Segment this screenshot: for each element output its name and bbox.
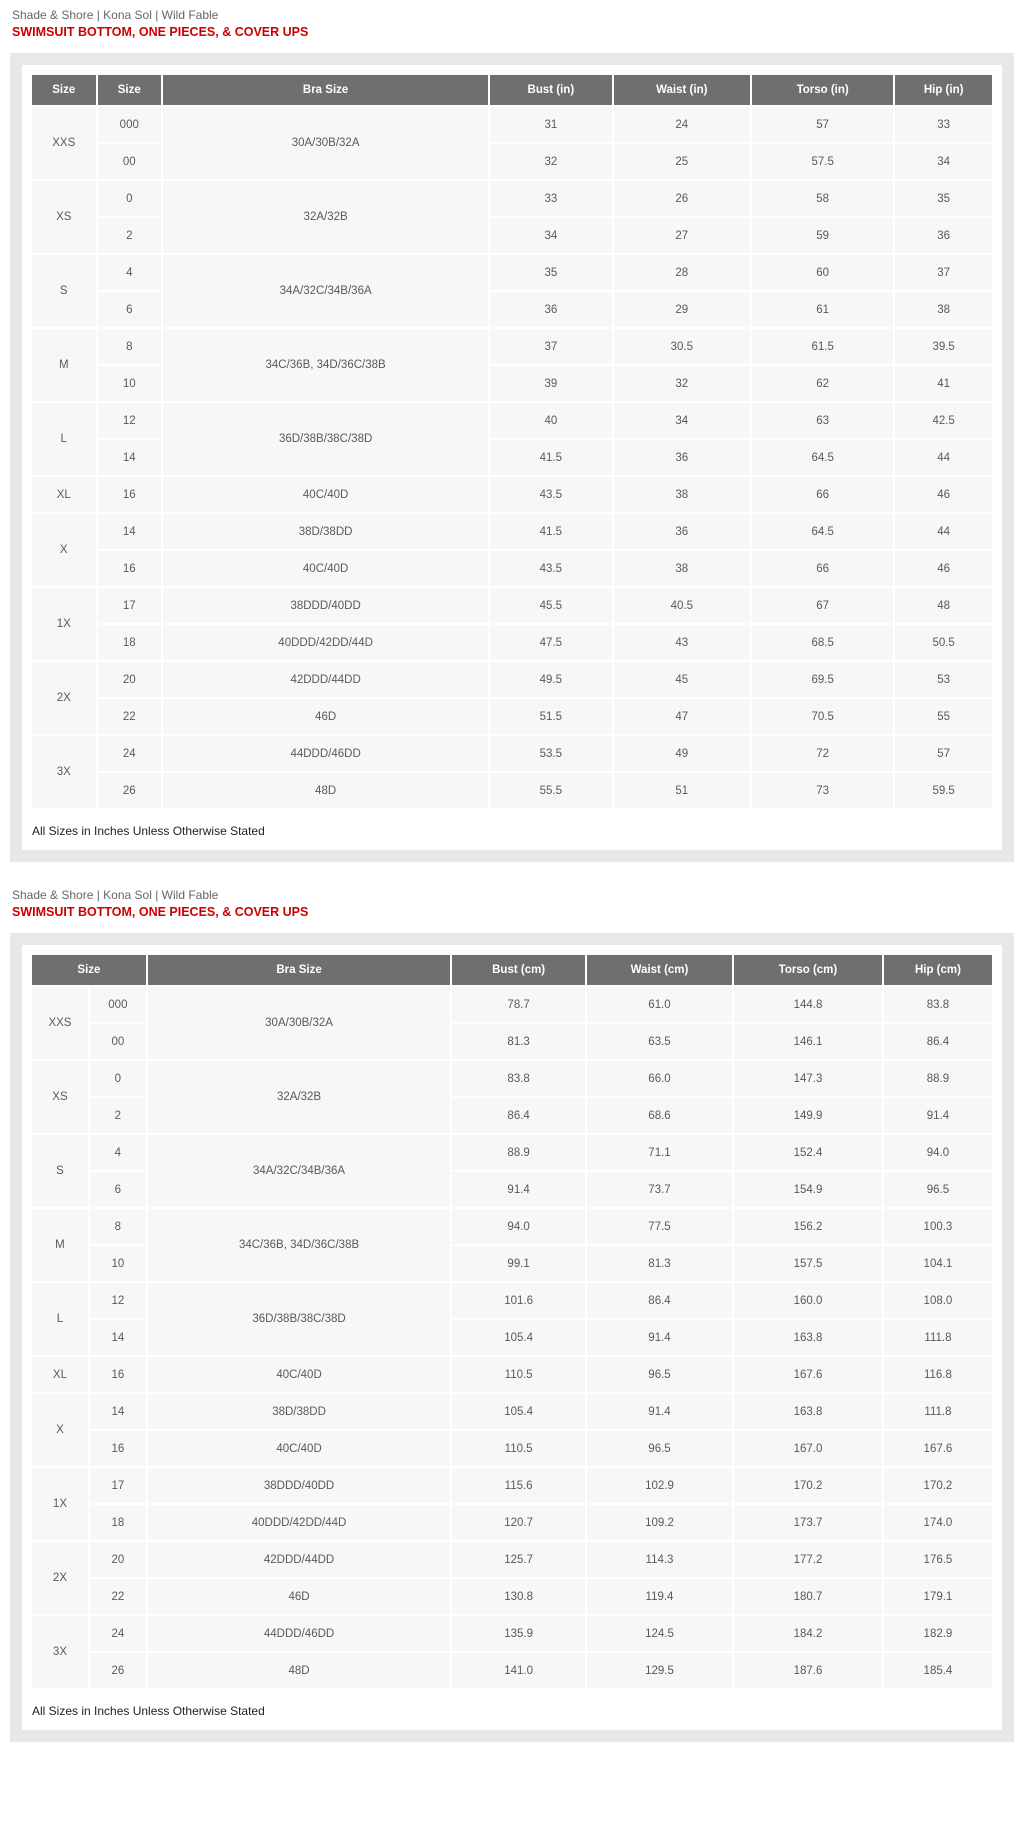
measurement-cell: 38 xyxy=(614,551,751,586)
measurement-cell: 69.5 xyxy=(752,662,893,697)
numeric-size-cell: 20 xyxy=(98,662,162,697)
numeric-size-cell: 16 xyxy=(98,551,162,586)
column-header: Size xyxy=(98,75,162,105)
bra-size-cell: 42DDD/44DD xyxy=(163,662,488,697)
size-group-cell: S xyxy=(32,255,96,327)
measurement-cell: 68.6 xyxy=(587,1098,732,1133)
numeric-size-cell: 14 xyxy=(90,1320,146,1355)
numeric-size-cell: 6 xyxy=(98,292,162,327)
measurement-cell: 72 xyxy=(752,736,893,771)
numeric-size-cell: 24 xyxy=(98,736,162,771)
measurement-cell: 73.7 xyxy=(587,1172,732,1207)
measurement-cell: 59.5 xyxy=(895,773,992,808)
footnote: All Sizes in Inches Unless Otherwise Stated xyxy=(32,1704,265,1718)
table-row xyxy=(32,329,992,364)
measurement-cell: 179.1 xyxy=(884,1579,992,1614)
numeric-size-cell: 24 xyxy=(90,1616,146,1651)
chart-section-inches xyxy=(10,53,1014,862)
numeric-size-cell: 00 xyxy=(90,1024,146,1059)
measurement-cell: 157.5 xyxy=(734,1246,882,1281)
measurement-cell: 24 xyxy=(614,107,751,142)
measurement-cell: 104.1 xyxy=(884,1246,992,1281)
bra-size-cell: 34C/36B, 34D/36C/38B xyxy=(163,329,488,401)
table-row xyxy=(32,551,992,586)
brand-list: Shade & Shore | Kona Sol | Wild Fable xyxy=(12,888,219,902)
measurement-cell: 40 xyxy=(490,403,611,438)
measurement-cell: 78.7 xyxy=(452,987,585,1022)
measurement-cell: 91.4 xyxy=(587,1320,732,1355)
measurement-cell: 60 xyxy=(752,255,893,290)
measurement-cell: 86.4 xyxy=(452,1098,585,1133)
measurement-cell: 33 xyxy=(895,107,992,142)
measurement-cell: 83.8 xyxy=(452,1061,585,1096)
measurement-cell: 88.9 xyxy=(884,1061,992,1096)
column-header: Size xyxy=(32,75,96,105)
measurement-cell: 41 xyxy=(895,366,992,401)
measurement-cell: 99.1 xyxy=(452,1246,585,1281)
size-chart-block-cm xyxy=(10,888,1014,1742)
measurement-cell: 32 xyxy=(614,366,751,401)
table-row xyxy=(32,1468,992,1503)
measurement-cell: 48 xyxy=(895,588,992,623)
bra-size-cell: 32A/32B xyxy=(148,1061,450,1133)
numeric-size-cell: 22 xyxy=(90,1579,146,1614)
bra-size-cell: 38DDD/40DD xyxy=(163,588,488,623)
measurement-cell: 101.6 xyxy=(452,1283,585,1318)
measurement-cell: 160.0 xyxy=(734,1283,882,1318)
measurement-cell: 66 xyxy=(752,551,893,586)
measurement-cell: 71.1 xyxy=(587,1135,732,1170)
measurement-cell: 27 xyxy=(614,218,751,253)
measurement-cell: 57 xyxy=(752,107,893,142)
measurement-cell: 36 xyxy=(614,514,751,549)
measurement-cell: 33 xyxy=(490,181,611,216)
bra-size-cell: 38D/38DD xyxy=(163,514,488,549)
measurement-cell: 38 xyxy=(895,292,992,327)
measurement-cell: 40.5 xyxy=(614,588,751,623)
measurement-cell: 163.8 xyxy=(734,1394,882,1429)
measurement-cell: 146.1 xyxy=(734,1024,882,1059)
size-group-cell: XL xyxy=(32,1357,88,1392)
measurement-cell: 167.6 xyxy=(734,1357,882,1392)
numeric-size-cell: 20 xyxy=(90,1542,146,1577)
table-row xyxy=(32,107,992,142)
table-row xyxy=(32,662,992,697)
measurement-cell: 152.4 xyxy=(734,1135,882,1170)
bra-size-cell: 42DDD/44DD xyxy=(148,1542,450,1577)
table-row xyxy=(32,1357,992,1392)
column-header: Waist (in) xyxy=(614,75,751,105)
size-group-cell: XXS xyxy=(32,987,88,1059)
measurement-cell: 105.4 xyxy=(452,1320,585,1355)
size-group-cell: XL xyxy=(32,477,96,512)
measurement-cell: 94.0 xyxy=(884,1135,992,1170)
measurement-cell: 91.4 xyxy=(884,1098,992,1133)
table-row xyxy=(32,1653,992,1688)
measurement-cell: 51.5 xyxy=(490,699,611,734)
size-group-cell: 2X xyxy=(32,662,96,734)
measurement-cell: 184.2 xyxy=(734,1616,882,1651)
numeric-size-cell: 000 xyxy=(90,987,146,1022)
measurement-cell: 46 xyxy=(895,477,992,512)
measurement-cell: 105.4 xyxy=(452,1394,585,1429)
table-row xyxy=(32,1616,992,1651)
numeric-size-cell: 6 xyxy=(90,1172,146,1207)
measurement-cell: 88.9 xyxy=(452,1135,585,1170)
measurement-cell: 187.6 xyxy=(734,1653,882,1688)
measurement-cell: 96.5 xyxy=(587,1357,732,1392)
bra-size-cell: 32A/32B xyxy=(163,181,488,253)
bra-size-cell: 40C/40D xyxy=(163,477,488,512)
bra-size-cell: 40DDD/42DD/44D xyxy=(148,1505,450,1540)
measurement-cell: 63.5 xyxy=(587,1024,732,1059)
bra-size-cell: 40C/40D xyxy=(148,1357,450,1392)
size-group-cell: 1X xyxy=(32,588,96,660)
measurement-cell: 35 xyxy=(490,255,611,290)
size-group-cell: XS xyxy=(32,181,96,253)
table-row xyxy=(32,1394,992,1429)
measurement-cell: 66.0 xyxy=(587,1061,732,1096)
measurement-cell: 109.2 xyxy=(587,1505,732,1540)
bra-size-cell: 38D/38DD xyxy=(148,1394,450,1429)
measurement-cell: 67 xyxy=(752,588,893,623)
numeric-size-cell: 22 xyxy=(98,699,162,734)
measurement-cell: 49 xyxy=(614,736,751,771)
measurement-cell: 50.5 xyxy=(895,625,992,660)
numeric-size-cell: 000 xyxy=(98,107,162,142)
size-group-cell: X xyxy=(32,514,96,586)
bra-size-cell: 34A/32C/34B/36A xyxy=(148,1135,450,1207)
measurement-cell: 129.5 xyxy=(587,1653,732,1688)
measurement-cell: 83.8 xyxy=(884,987,992,1022)
measurement-cell: 43.5 xyxy=(490,477,611,512)
measurement-cell: 29 xyxy=(614,292,751,327)
numeric-size-cell: 4 xyxy=(98,255,162,290)
table-row xyxy=(32,773,992,808)
size-group-cell: 1X xyxy=(32,1468,88,1540)
measurement-cell: 167.0 xyxy=(734,1431,882,1466)
measurement-cell: 70.5 xyxy=(752,699,893,734)
numeric-size-cell: 26 xyxy=(90,1653,146,1688)
numeric-size-cell: 4 xyxy=(90,1135,146,1170)
measurement-cell: 66 xyxy=(752,477,893,512)
size-group-cell: 3X xyxy=(32,736,96,808)
measurement-cell: 86.4 xyxy=(884,1024,992,1059)
bra-size-cell: 40C/40D xyxy=(163,551,488,586)
size-group-cell: M xyxy=(32,329,96,401)
numeric-size-cell: 18 xyxy=(98,625,162,660)
measurement-cell: 102.9 xyxy=(587,1468,732,1503)
measurement-cell: 59 xyxy=(752,218,893,253)
table-row xyxy=(32,403,992,438)
table-row xyxy=(32,588,992,623)
measurement-cell: 28 xyxy=(614,255,751,290)
numeric-size-cell: 14 xyxy=(90,1394,146,1429)
column-header: Bust (in) xyxy=(490,75,611,105)
measurement-cell: 41.5 xyxy=(490,514,611,549)
measurement-cell: 61 xyxy=(752,292,893,327)
measurement-cell: 53 xyxy=(895,662,992,697)
measurement-cell: 36 xyxy=(490,292,611,327)
measurement-cell: 68.5 xyxy=(752,625,893,660)
numeric-size-cell: 10 xyxy=(90,1246,146,1281)
numeric-size-cell: 18 xyxy=(90,1505,146,1540)
chart-card-cm xyxy=(22,945,1002,1730)
measurement-cell: 36 xyxy=(614,440,751,475)
measurement-cell: 170.2 xyxy=(884,1468,992,1503)
numeric-size-cell: 16 xyxy=(98,477,162,512)
measurement-cell: 149.9 xyxy=(734,1098,882,1133)
measurement-cell: 156.2 xyxy=(734,1209,882,1244)
bra-size-cell: 34A/32C/34B/36A xyxy=(163,255,488,327)
numeric-size-cell: 17 xyxy=(90,1468,146,1503)
measurement-cell: 100.3 xyxy=(884,1209,992,1244)
measurement-cell: 25 xyxy=(614,144,751,179)
bra-size-cell: 46D xyxy=(148,1579,450,1614)
table-row xyxy=(32,1283,992,1318)
measurement-cell: 31 xyxy=(490,107,611,142)
table-row xyxy=(32,255,992,290)
measurement-cell: 44 xyxy=(895,514,992,549)
measurement-cell: 47.5 xyxy=(490,625,611,660)
measurement-cell: 55.5 xyxy=(490,773,611,808)
bra-size-cell: 40C/40D xyxy=(148,1431,450,1466)
category-title: SWIMSUIT BOTTOM, ONE PIECES, & COVER UPS xyxy=(12,25,309,39)
table-row xyxy=(32,1505,992,1540)
measurement-cell: 30.5 xyxy=(614,329,751,364)
measurement-cell: 114.3 xyxy=(587,1542,732,1577)
measurement-cell: 26 xyxy=(614,181,751,216)
column-header: Waist (cm) xyxy=(587,955,732,985)
size-chart-table-inches xyxy=(30,73,994,810)
measurement-cell: 185.4 xyxy=(884,1653,992,1688)
measurement-cell: 34 xyxy=(490,218,611,253)
category-title: SWIMSUIT BOTTOM, ONE PIECES, & COVER UPS xyxy=(12,905,309,919)
measurement-cell: 144.8 xyxy=(734,987,882,1022)
measurement-cell: 64.5 xyxy=(752,440,893,475)
measurement-cell: 64.5 xyxy=(752,514,893,549)
measurement-cell: 91.4 xyxy=(452,1172,585,1207)
measurement-cell: 81.3 xyxy=(452,1024,585,1059)
numeric-size-cell: 10 xyxy=(98,366,162,401)
measurement-cell: 44 xyxy=(895,440,992,475)
measurement-cell: 174.0 xyxy=(884,1505,992,1540)
measurement-cell: 34 xyxy=(895,144,992,179)
bra-size-cell: 44DDD/46DD xyxy=(148,1616,450,1651)
measurement-cell: 37 xyxy=(490,329,611,364)
measurement-cell: 110.5 xyxy=(452,1357,585,1392)
measurement-cell: 154.9 xyxy=(734,1172,882,1207)
measurement-cell: 94.0 xyxy=(452,1209,585,1244)
measurement-cell: 115.6 xyxy=(452,1468,585,1503)
size-group-cell: L xyxy=(32,403,96,475)
measurement-cell: 125.7 xyxy=(452,1542,585,1577)
measurement-cell: 81.3 xyxy=(587,1246,732,1281)
measurement-cell: 42.5 xyxy=(895,403,992,438)
measurement-cell: 45 xyxy=(614,662,751,697)
bra-size-cell: 38DDD/40DD xyxy=(148,1468,450,1503)
measurement-cell: 63 xyxy=(752,403,893,438)
measurement-cell: 130.8 xyxy=(452,1579,585,1614)
numeric-size-cell: 0 xyxy=(90,1061,146,1096)
column-header: Hip (cm) xyxy=(884,955,992,985)
size-group-cell: XXS xyxy=(32,107,96,179)
measurement-cell: 45.5 xyxy=(490,588,611,623)
measurement-cell: 49.5 xyxy=(490,662,611,697)
column-header: Bra Size xyxy=(148,955,450,985)
table-row xyxy=(32,1061,992,1096)
bra-size-cell: 36D/38B/38C/38D xyxy=(148,1283,450,1355)
numeric-size-cell: 12 xyxy=(98,403,162,438)
measurement-cell: 124.5 xyxy=(587,1616,732,1651)
measurement-cell: 119.4 xyxy=(587,1579,732,1614)
column-header: Torso (in) xyxy=(752,75,893,105)
measurement-cell: 43 xyxy=(614,625,751,660)
measurement-cell: 176.5 xyxy=(884,1542,992,1577)
chart-section-cm xyxy=(10,933,1014,1742)
measurement-cell: 61.0 xyxy=(587,987,732,1022)
measurement-cell: 39 xyxy=(490,366,611,401)
measurement-cell: 35 xyxy=(895,181,992,216)
table-header-row xyxy=(32,955,992,985)
measurement-cell: 62 xyxy=(752,366,893,401)
table-row xyxy=(32,1135,992,1170)
numeric-size-cell: 14 xyxy=(98,514,162,549)
numeric-size-cell: 16 xyxy=(90,1431,146,1466)
size-group-cell: M xyxy=(32,1209,88,1281)
bra-size-cell: 36D/38B/38C/38D xyxy=(163,403,488,475)
measurement-cell: 147.3 xyxy=(734,1061,882,1096)
table-row xyxy=(32,181,992,216)
measurement-cell: 58 xyxy=(752,181,893,216)
numeric-size-cell: 26 xyxy=(98,773,162,808)
bra-size-cell: 48D xyxy=(163,773,488,808)
table-row xyxy=(32,1209,992,1244)
size-group-cell: X xyxy=(32,1394,88,1466)
measurement-cell: 111.8 xyxy=(884,1320,992,1355)
bra-size-cell: 30A/30B/32A xyxy=(148,987,450,1059)
measurement-cell: 73 xyxy=(752,773,893,808)
chart-card-inches xyxy=(22,65,1002,850)
measurement-cell: 37 xyxy=(895,255,992,290)
numeric-size-cell: 2 xyxy=(98,218,162,253)
bra-size-cell: 30A/30B/32A xyxy=(163,107,488,179)
measurement-cell: 47 xyxy=(614,699,751,734)
table-body xyxy=(32,987,992,1688)
column-header: Bra Size xyxy=(163,75,488,105)
measurement-cell: 46 xyxy=(895,551,992,586)
measurement-cell: 61.5 xyxy=(752,329,893,364)
bra-size-cell: 48D xyxy=(148,1653,450,1688)
column-header: Hip (in) xyxy=(895,75,992,105)
measurement-cell: 135.9 xyxy=(452,1616,585,1651)
table-row xyxy=(32,1579,992,1614)
table-row xyxy=(32,987,992,1022)
measurement-cell: 41.5 xyxy=(490,440,611,475)
table-body xyxy=(32,107,992,808)
table-row xyxy=(32,625,992,660)
measurement-cell: 51 xyxy=(614,773,751,808)
measurement-cell: 120.7 xyxy=(452,1505,585,1540)
numeric-size-cell: 17 xyxy=(98,588,162,623)
numeric-size-cell: 14 xyxy=(98,440,162,475)
measurement-cell: 77.5 xyxy=(587,1209,732,1244)
size-chart-block-inches xyxy=(10,8,1014,862)
measurement-cell: 167.6 xyxy=(884,1431,992,1466)
numeric-size-cell: 12 xyxy=(90,1283,146,1318)
numeric-size-cell: 0 xyxy=(98,181,162,216)
size-chart-table-cm xyxy=(30,953,994,1690)
measurement-cell: 43.5 xyxy=(490,551,611,586)
numeric-size-cell: 00 xyxy=(98,144,162,179)
measurement-cell: 32 xyxy=(490,144,611,179)
column-header: Size xyxy=(32,955,146,985)
column-header: Torso (cm) xyxy=(734,955,882,985)
bra-size-cell: 46D xyxy=(163,699,488,734)
measurement-cell: 34 xyxy=(614,403,751,438)
measurement-cell: 141.0 xyxy=(452,1653,585,1688)
size-group-cell: 2X xyxy=(32,1542,88,1614)
measurement-cell: 57 xyxy=(895,736,992,771)
measurement-cell: 96.5 xyxy=(884,1172,992,1207)
measurement-cell: 108.0 xyxy=(884,1283,992,1318)
measurement-cell: 53.5 xyxy=(490,736,611,771)
measurement-cell: 177.2 xyxy=(734,1542,882,1577)
brand-list: Shade & Shore | Kona Sol | Wild Fable xyxy=(12,8,219,22)
table-row xyxy=(32,514,992,549)
measurement-cell: 36 xyxy=(895,218,992,253)
measurement-cell: 110.5 xyxy=(452,1431,585,1466)
table-row xyxy=(32,736,992,771)
measurement-cell: 116.8 xyxy=(884,1357,992,1392)
table-row xyxy=(32,1431,992,1466)
measurement-cell: 91.4 xyxy=(587,1394,732,1429)
size-group-cell: 3X xyxy=(32,1616,88,1688)
table-header-row xyxy=(32,75,992,105)
size-group-cell: XS xyxy=(32,1061,88,1133)
measurement-cell: 111.8 xyxy=(884,1394,992,1429)
measurement-cell: 173.7 xyxy=(734,1505,882,1540)
footnote: All Sizes in Inches Unless Otherwise Stated xyxy=(32,824,265,838)
header-row xyxy=(32,955,992,985)
table-row xyxy=(32,699,992,734)
measurement-cell: 163.8 xyxy=(734,1320,882,1355)
table-row xyxy=(32,477,992,512)
measurement-cell: 170.2 xyxy=(734,1468,882,1503)
column-header: Bust (cm) xyxy=(452,955,585,985)
measurement-cell: 39.5 xyxy=(895,329,992,364)
measurement-cell: 86.4 xyxy=(587,1283,732,1318)
header-row xyxy=(32,75,992,105)
measurement-cell: 182.9 xyxy=(884,1616,992,1651)
size-group-cell: S xyxy=(32,1135,88,1207)
table-row xyxy=(32,1542,992,1577)
measurement-cell: 180.7 xyxy=(734,1579,882,1614)
numeric-size-cell: 8 xyxy=(98,329,162,364)
size-group-cell: L xyxy=(32,1283,88,1355)
measurement-cell: 96.5 xyxy=(587,1431,732,1466)
numeric-size-cell: 16 xyxy=(90,1357,146,1392)
bra-size-cell: 44DDD/46DD xyxy=(163,736,488,771)
measurement-cell: 57.5 xyxy=(752,144,893,179)
measurement-cell: 38 xyxy=(614,477,751,512)
numeric-size-cell: 8 xyxy=(90,1209,146,1244)
numeric-size-cell: 2 xyxy=(90,1098,146,1133)
bra-size-cell: 34C/36B, 34D/36C/38B xyxy=(148,1209,450,1281)
measurement-cell: 55 xyxy=(895,699,992,734)
bra-size-cell: 40DDD/42DD/44D xyxy=(163,625,488,660)
